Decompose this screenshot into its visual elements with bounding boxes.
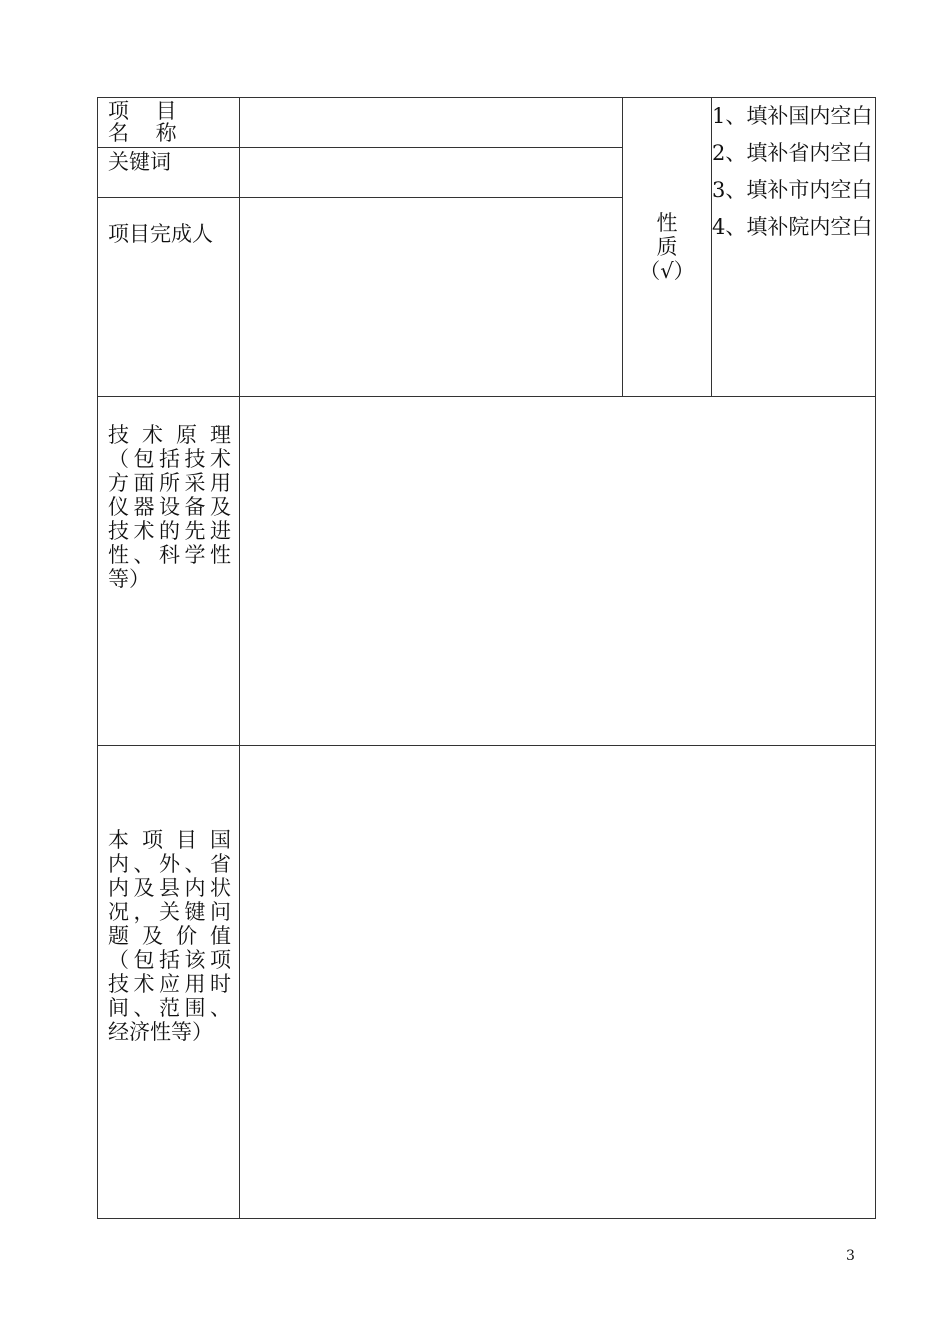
status-label-cell [98, 746, 240, 1219]
keywords-field[interactable] [240, 148, 623, 198]
nature-option-provincial[interactable]: 2、填补省内空白 [712, 141, 873, 165]
keywords-label: 关键词 [108, 150, 171, 174]
status-label: 本项目国内、外、省内及县内状况，关键问题及价值（包括该项技术应用时间、范围、经济性等） [108, 828, 231, 1044]
project-name-label-line1: 项 目 [108, 99, 187, 123]
nature-label-cell [623, 98, 712, 397]
nature-label-line3: （√） [639, 259, 695, 283]
page-number: 3 [846, 1248, 855, 1264]
completers-field[interactable] [240, 198, 623, 397]
keywords-label-cell [98, 148, 240, 198]
nature-option-municipal[interactable]: 3、填补市内空白 [712, 178, 873, 202]
tech-principle-label: 技术原理（包括技术方面所采用仪器设备及技术的先进性、科学性等） [108, 423, 231, 591]
nature-option-hospital[interactable]: 4、填补院内空白 [712, 215, 873, 239]
nature-options-cell [712, 98, 876, 397]
completers-label-cell [98, 198, 240, 397]
project-name-label-line2: 名 称 [108, 121, 187, 145]
tech-label-cell [98, 397, 240, 746]
project-name-field[interactable] [240, 98, 623, 148]
nature-label-line1: 性 [656, 211, 678, 235]
project-name-label-cell [98, 98, 240, 148]
project-application-form [97, 97, 876, 1219]
nature-label-line2: 质 [656, 235, 678, 259]
nature-option-national[interactable]: 1、填补国内空白 [712, 104, 873, 128]
tech-principle-field[interactable] [240, 397, 876, 746]
status-field[interactable] [240, 746, 876, 1219]
completers-label: 项目完成人 [108, 222, 213, 246]
